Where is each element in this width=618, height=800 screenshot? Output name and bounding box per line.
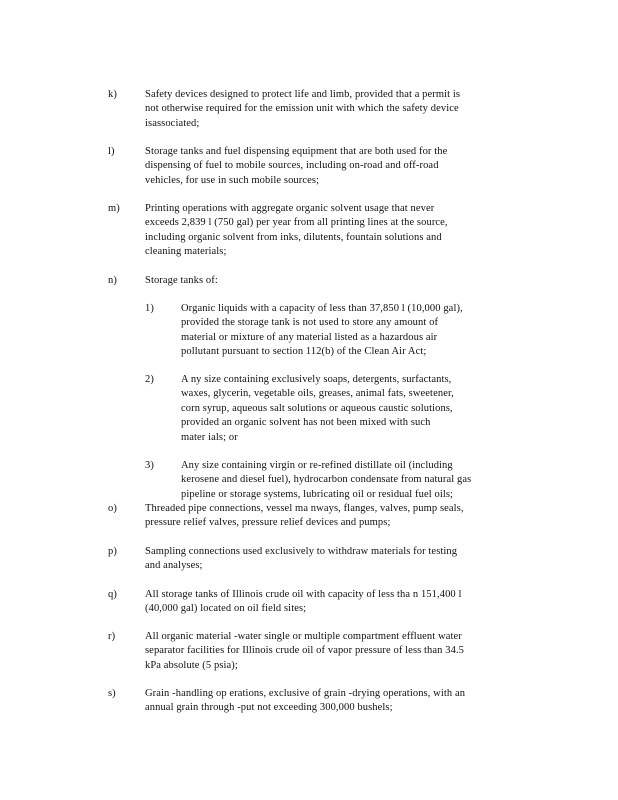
text-line: separator facilities for Illinois crude oil of vapor pressure of less than 34.5 xyxy=(145,645,465,657)
item-text xyxy=(145,588,497,617)
text-line: waxes, glycerin, vegetable oils, greases, animal fats, sweetener, xyxy=(181,388,454,400)
text-line: (40,000 gal) located on oil field sites; xyxy=(145,603,307,615)
text-line: Sampling connections used exclusively to withdraw materials for testing xyxy=(145,546,458,557)
text-line: and analyses; xyxy=(145,560,203,572)
text-line: annual grain through -put not exceeding 300,000 bushels; xyxy=(145,702,393,714)
text-line: cleaning materials; xyxy=(145,246,227,258)
item-text xyxy=(145,202,497,260)
item-text xyxy=(145,545,497,574)
subitem-text xyxy=(181,373,505,445)
text-line: isassociated; xyxy=(145,117,200,129)
text-line: not otherwise required for the emission unit with which the safety device xyxy=(145,103,459,115)
item-label: q) xyxy=(108,589,117,600)
text-line: material or mixture of any material listed as a hazardous air xyxy=(181,331,438,343)
subitem-label: 3) xyxy=(145,460,154,471)
item-text xyxy=(145,274,497,288)
item-text xyxy=(145,502,497,531)
text-line: kerosene and diesel fuel), hydrocarbon condensate from natural gas xyxy=(181,474,472,486)
text-line: dispensing of fuel to mobile sources, including on-road and off-road xyxy=(145,160,439,172)
text-line: exceeds 2,839 l (750 gal) per year from all printing lines at the source, xyxy=(145,217,448,229)
text-line: pipeline or storage systems, lubricating oil or residual fuel oils; xyxy=(181,488,454,500)
text-line: Storage tanks and fuel dispensing equipment that are both used for the xyxy=(145,146,448,157)
text-line: provided an organic solvent has not been mixed with such xyxy=(181,417,431,429)
item-label: r) xyxy=(108,631,116,642)
item-label: o) xyxy=(108,503,117,514)
text-line: Storage tanks of: xyxy=(145,275,218,286)
text-line: Grain -handling op erations, exclusive of grain -drying operations, with an xyxy=(145,688,466,699)
text-line: All storage tanks of Illinois crude oil with capacity of less tha n 151,400 l xyxy=(145,589,462,600)
item-text xyxy=(145,145,497,188)
text-line: Printing operations with aggregate organic solvent usage that never xyxy=(145,203,435,214)
item-label: m) xyxy=(108,203,120,214)
item-label: s) xyxy=(108,688,116,699)
text-line: A ny size containing exclusively soaps, detergents, surfactants, xyxy=(181,374,452,385)
text-line: pressure relief valves, pressure relief devices and pumps; xyxy=(145,517,391,529)
text-line: Any size containing virgin or re-refined distillate oil (including xyxy=(181,460,453,471)
text-line: pollutant pursuant to section 112(b) of the Clean Air Act; xyxy=(181,346,427,358)
item-text xyxy=(145,687,497,716)
subitem-label: 2) xyxy=(145,374,154,385)
item-label: l) xyxy=(108,146,115,157)
text-line: All organic material -water single or multiple compartment effluent water xyxy=(145,631,462,642)
text-line: provided the storage tank is not used to store any amount of xyxy=(181,317,439,329)
text-line: Safety devices designed to protect life and limb, provided that a permit is xyxy=(145,89,461,100)
item-label: p) xyxy=(108,546,117,557)
text-line: including organic solvent from inks, dilutents, fountain solutions and xyxy=(145,231,442,243)
subitem-text xyxy=(181,459,505,502)
item-label: k) xyxy=(108,89,117,100)
subitem-label: 1) xyxy=(145,303,154,314)
text-line: Organic liquids with a capacity of less than 37,850 l (10,000 gal), xyxy=(181,303,463,314)
text-line: kPa absolute (5 psia); xyxy=(145,659,238,671)
text-line: vehicles, for use in such mobile sources; xyxy=(145,174,320,186)
item-text xyxy=(145,88,497,131)
text-line: Threaded pipe connections, vessel ma nways, flanges, valves, pump seals, xyxy=(145,503,464,514)
text-line: corn syrup, aqueous salt solutions or aqueous caustic solutions, xyxy=(181,402,453,414)
text-line: mater ials; or xyxy=(181,431,238,443)
subitem-text xyxy=(181,302,505,360)
item-text xyxy=(145,630,497,673)
item-label: n) xyxy=(108,275,117,286)
